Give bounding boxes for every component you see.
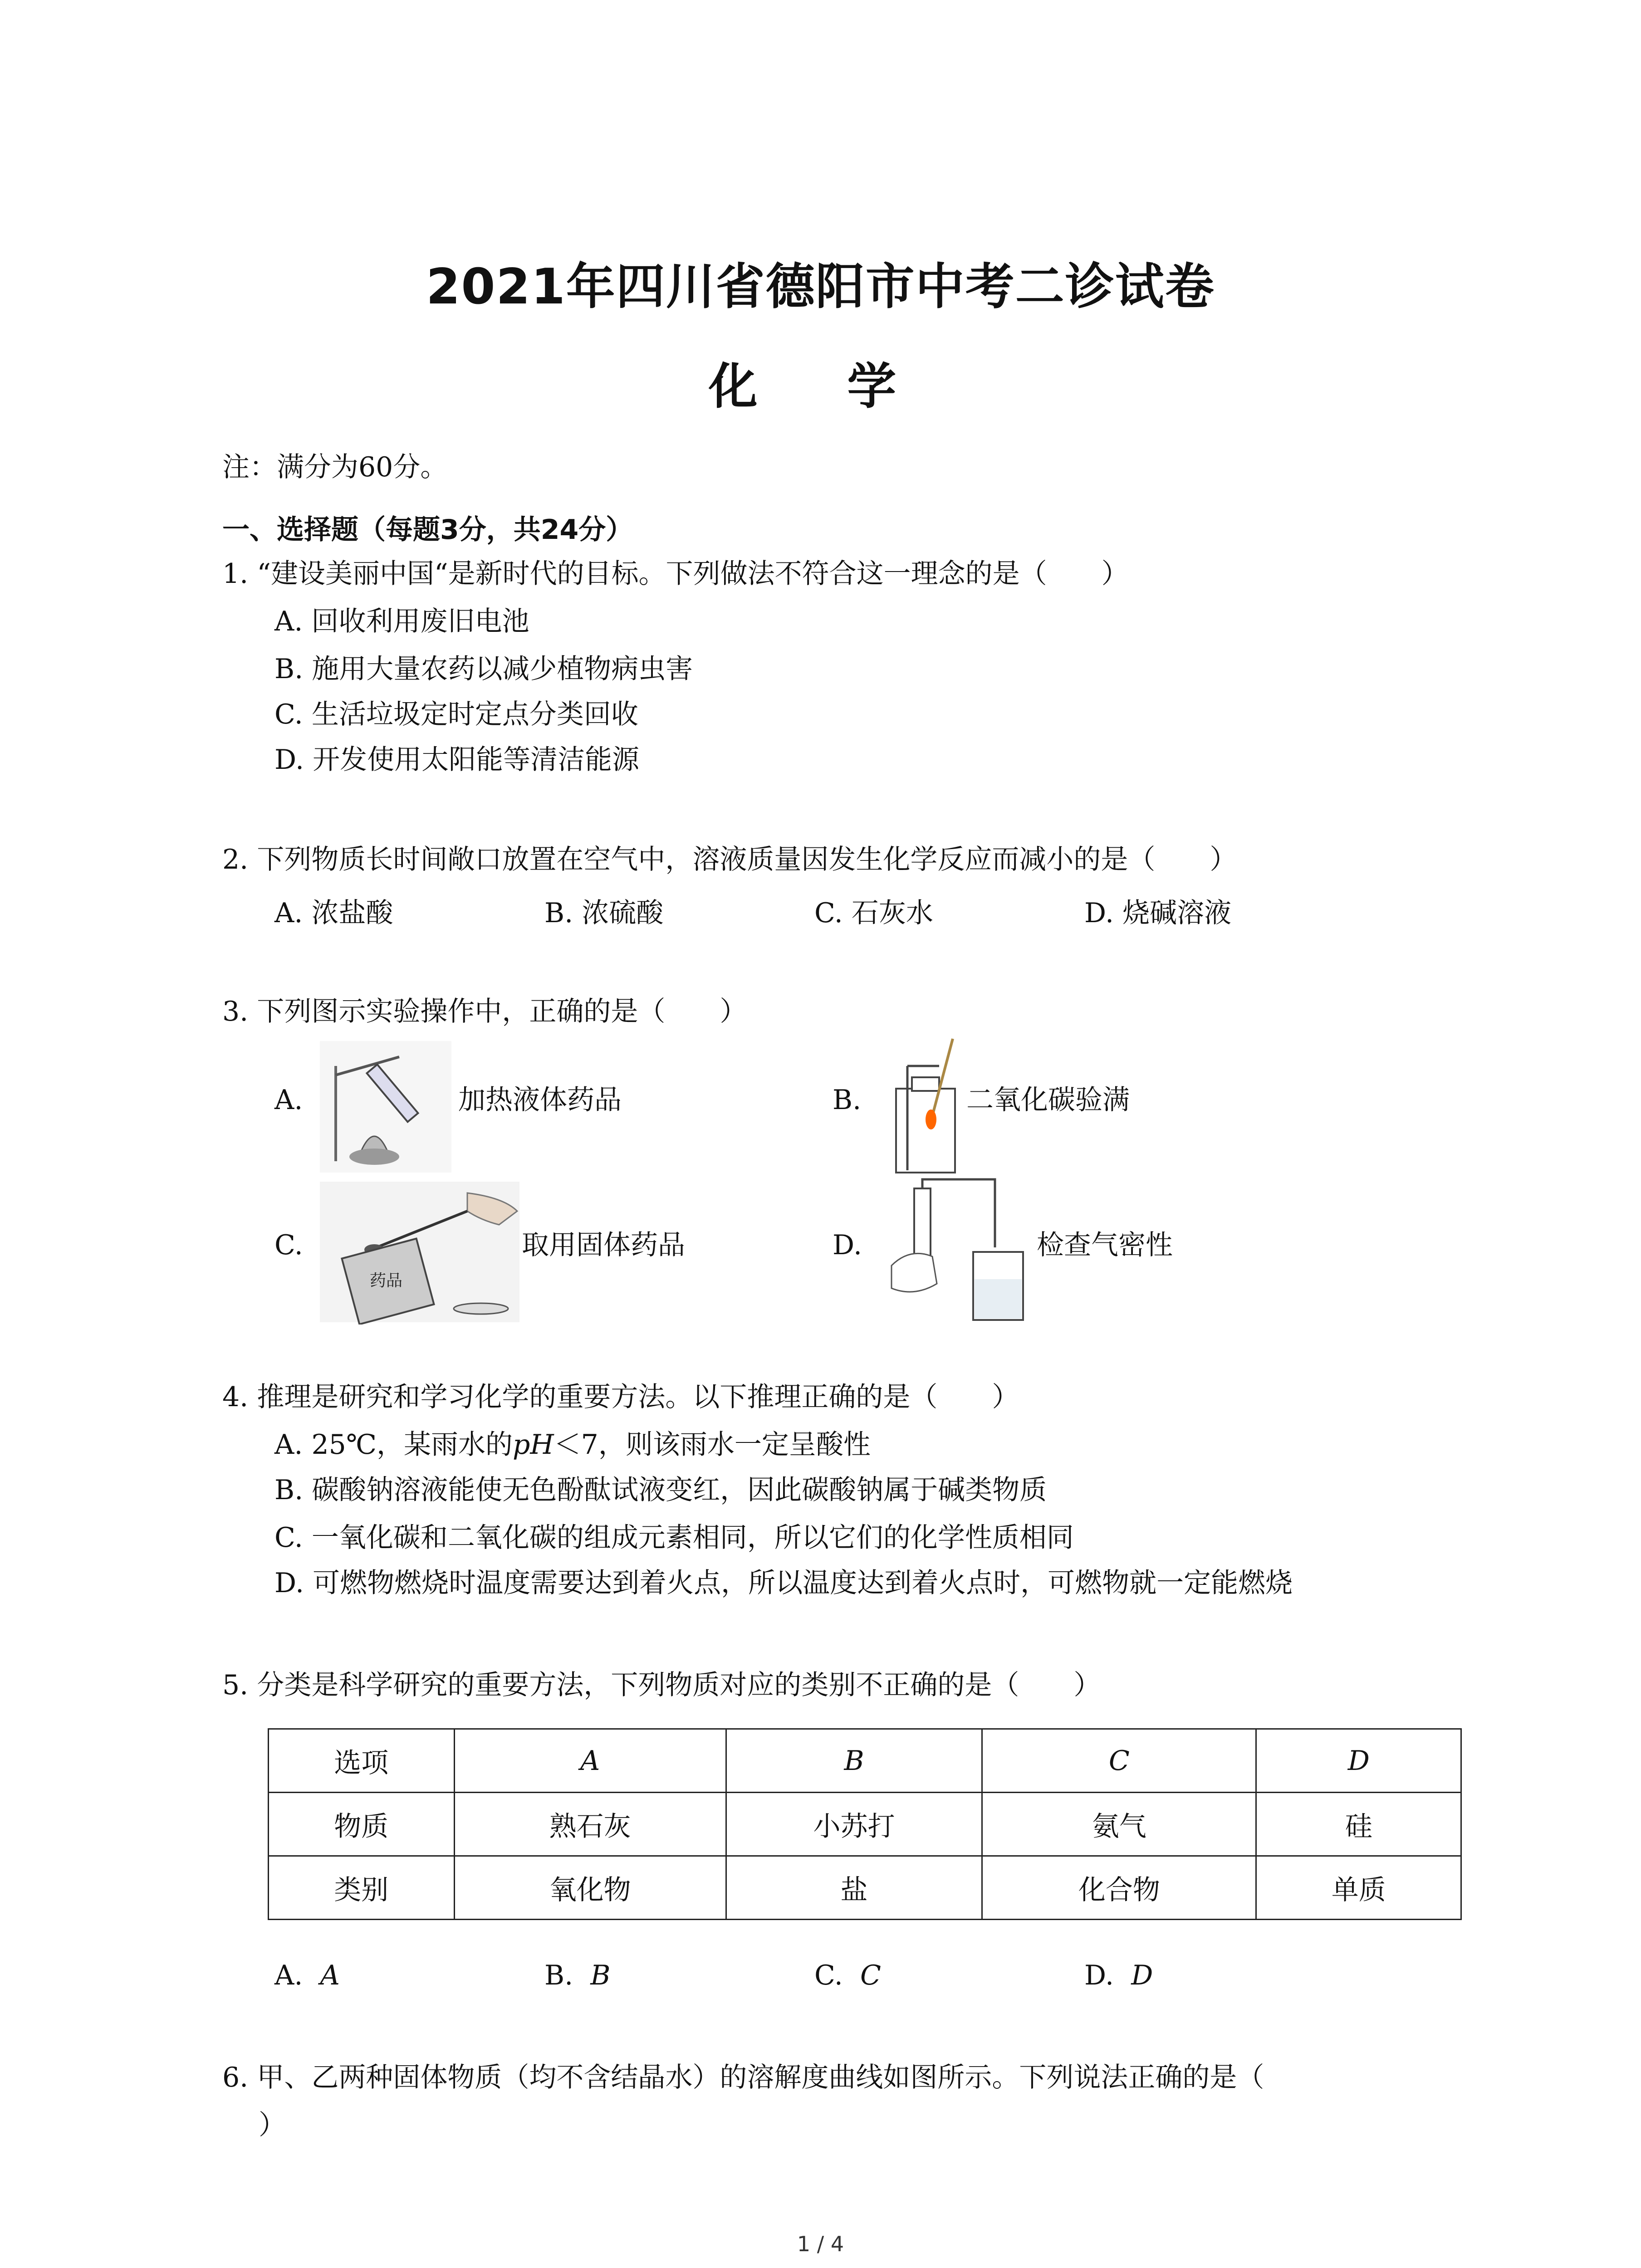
q5-option-a-value: A bbox=[320, 1960, 340, 1991]
q5-option-a-letter: A. bbox=[274, 1960, 303, 1991]
subject-title: 化 学 bbox=[708, 358, 933, 415]
q4-option-a-ph: pH bbox=[512, 1429, 554, 1461]
q2-option-d: D. 烧碱溶液 bbox=[1084, 897, 1232, 929]
q3-option-a-caption: 加热液体药品 bbox=[458, 1084, 622, 1116]
spatula-solid-icon bbox=[318, 1179, 522, 1325]
score-note: 注：满分为60分。 bbox=[222, 451, 448, 483]
section-heading: 一、选择题（每题3分，共24分） bbox=[222, 514, 633, 546]
q3-option-c-letter: C. bbox=[274, 1229, 303, 1261]
svg-text:药品: 药品 bbox=[370, 1271, 403, 1290]
q4-option-c: C. 一氧化碳和二氧化碳的组成元素相同，所以它们的化学性质相同 bbox=[274, 1522, 1074, 1554]
q2-stem: 2. 下列物质长时间敞口放置在空气中，溶液质量因发生化学反应而减小的是（ ） bbox=[222, 844, 1237, 875]
table-cell: 单质 bbox=[1256, 1856, 1461, 1920]
table-cell: B bbox=[726, 1729, 982, 1793]
table-cell: 类别 bbox=[269, 1856, 455, 1920]
table-cell: 熟石灰 bbox=[454, 1793, 726, 1856]
q4-option-d: D. 可燃物燃烧时温度需要达到着火点，所以温度达到着火点时，可燃物就一定能燃烧 bbox=[274, 1567, 1293, 1599]
q3-option-c-caption: 取用固体药品 bbox=[522, 1229, 685, 1261]
q1-option-d: D. 开发使用太阳能等清洁能源 bbox=[274, 744, 640, 776]
q1-option-c: C. 生活垃圾定时定点分类回收 bbox=[274, 699, 638, 730]
q2-option-a: A. 浓盐酸 bbox=[274, 897, 393, 929]
table-cell: 硅 bbox=[1256, 1793, 1461, 1856]
table-row bbox=[269, 1729, 1461, 1793]
q2-option-c: C. 石灰水 bbox=[814, 897, 933, 929]
exam-title: 2021年四川省德阳市中考二诊试卷 bbox=[426, 259, 1215, 315]
q3-option-d-caption: 检查气密性 bbox=[1037, 1229, 1173, 1261]
q5-option-d bbox=[1084, 1960, 1153, 1991]
q5-option-c bbox=[814, 1960, 881, 1991]
q1-stem: 1. “建设美丽中国“是新时代的目标。下列做法不符合这一理念的是（ ） bbox=[222, 558, 1129, 590]
gas-bottle-flame-icon bbox=[889, 1034, 962, 1175]
classification-table bbox=[268, 1728, 1462, 1920]
test-tube-heating-icon bbox=[318, 1039, 454, 1175]
table-cell: 小苏打 bbox=[726, 1793, 982, 1856]
table-cell: 化合物 bbox=[982, 1856, 1256, 1920]
q1-option-b: B. 施用大量农药以减少植物病虫害 bbox=[274, 653, 693, 685]
table-cell: 物质 bbox=[269, 1793, 455, 1856]
q6-stem-line2: ） bbox=[259, 2109, 286, 2141]
q5-stem: 5. 分类是科学研究的重要方法，下列物质对应的类别不正确的是（ ） bbox=[222, 1669, 1101, 1701]
q3-option-d-letter: D. bbox=[833, 1229, 862, 1261]
table-cell: 氧化物 bbox=[454, 1856, 726, 1920]
table-cell: 氨气 bbox=[982, 1793, 1256, 1856]
q5-option-b-letter: B. bbox=[544, 1960, 573, 1991]
q5-option-c-letter: C. bbox=[814, 1960, 843, 1991]
table-cell: D bbox=[1256, 1729, 1461, 1793]
q5-option-b bbox=[544, 1960, 610, 1991]
table-cell: 盐 bbox=[726, 1856, 982, 1920]
q4-option-a bbox=[274, 1427, 871, 1463]
q3-option-a-letter: A. bbox=[274, 1084, 303, 1116]
q6-stem-line1: 6. 甲、乙两种固体物质（均不含结晶水）的溶解度曲线如图所示。下列说法正确的是（ bbox=[222, 2062, 1264, 2093]
q1-option-a: A. 回收利用废旧电池 bbox=[274, 606, 529, 637]
q3-option-b-letter: B. bbox=[833, 1084, 862, 1116]
table-cell: A bbox=[454, 1729, 726, 1793]
q4-option-a-prefix: A. 25℃，某雨水的 bbox=[274, 1429, 513, 1461]
table-row bbox=[269, 1856, 1461, 1920]
table-cell: 选项 bbox=[269, 1729, 455, 1793]
q4-option-a-suffix: ＜7，则该雨水一定呈酸性 bbox=[554, 1429, 871, 1461]
q5-option-c-value: C bbox=[860, 1960, 881, 1991]
q3-stem: 3. 下列图示实验操作中，正确的是（ ） bbox=[222, 996, 747, 1027]
q4-stem: 4. 推理是研究和学习化学的重要方法。以下推理正确的是（ ） bbox=[222, 1381, 1019, 1413]
q3-option-b-caption: 二氧化碳验满 bbox=[966, 1084, 1130, 1116]
q5-option-d-value: D bbox=[1131, 1960, 1153, 1991]
q2-option-b: B. 浓硫酸 bbox=[544, 897, 664, 929]
page-number: 1 / 4 bbox=[797, 2232, 844, 2256]
q5-option-d-letter: D. bbox=[1084, 1960, 1114, 1991]
q5-option-a bbox=[274, 1960, 340, 1991]
airtightness-check-icon bbox=[887, 1175, 1032, 1325]
table-row bbox=[269, 1793, 1461, 1856]
q4-option-b: B. 碳酸钠溶液能使无色酚酞试液变红，因此碳酸钠属于碱类物质 bbox=[274, 1474, 1047, 1506]
q5-option-b-value: B bbox=[590, 1960, 611, 1991]
table-cell: C bbox=[982, 1729, 1256, 1793]
